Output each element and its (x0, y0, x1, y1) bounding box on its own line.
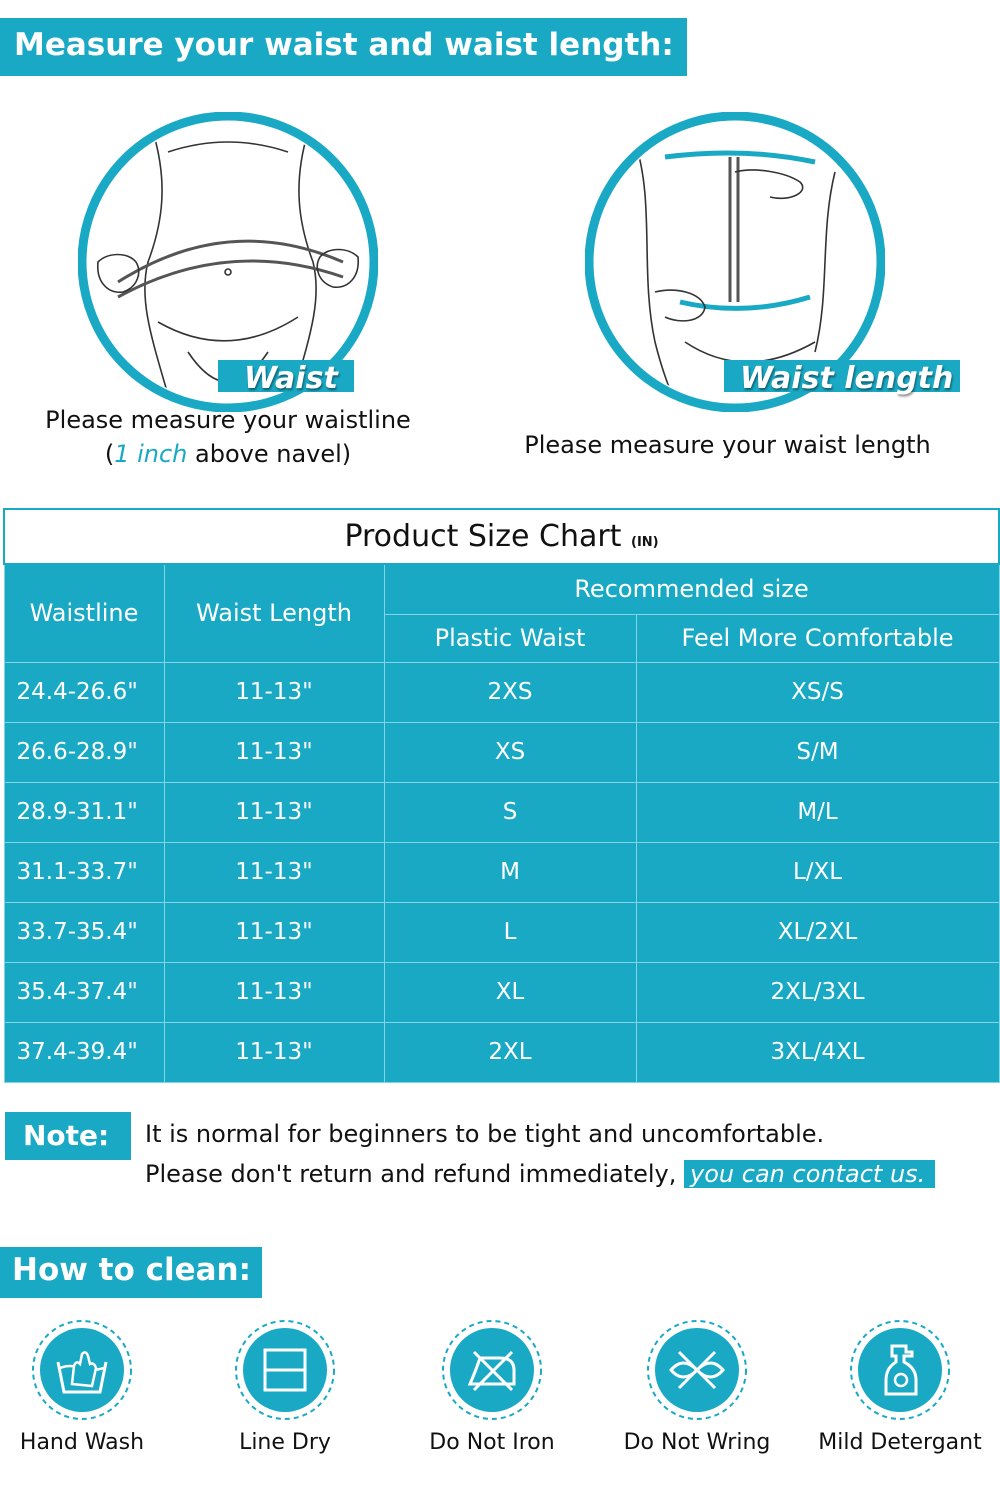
table-row (4, 902, 999, 962)
contact-us-link[interactable]: you can contact us. (684, 1160, 935, 1188)
table-row (4, 1022, 999, 1082)
cell-comfortable: 3XL/4XL (636, 1022, 999, 1082)
mild-detergent-icon (848, 1318, 952, 1422)
size-chart-table (3, 508, 1000, 1083)
cell-plastic-waist: XL (384, 962, 636, 1022)
note-line-2 (145, 1160, 935, 1188)
cell-waistline: 28.9-31.1" (4, 782, 164, 842)
cell-comfortable: S/M (636, 722, 999, 782)
waist-caption (18, 403, 438, 471)
table-row (4, 842, 999, 902)
line-dry-icon (233, 1318, 337, 1422)
care-line-dry (195, 1318, 375, 1455)
waist-caption-line1: Please measure your waistline (45, 406, 411, 434)
cell-waist-length: 11-13" (164, 1022, 384, 1082)
size-chart-unit: (IN) (631, 535, 659, 550)
note-label: Note: (5, 1112, 131, 1160)
cell-plastic-waist: S (384, 782, 636, 842)
waist-length-caption: Please measure your waist length (524, 431, 931, 459)
care-label-mild-detergent: Mild Detergant (818, 1430, 982, 1455)
cell-comfortable: M/L (636, 782, 999, 842)
table-row (4, 782, 999, 842)
hand-wash-icon (30, 1318, 134, 1422)
care-label-line-dry: Line Dry (239, 1430, 331, 1455)
note-line-2-text: Please don't return and refund immediately, (145, 1160, 677, 1188)
cell-waist-length: 11-13" (164, 662, 384, 722)
header-recommended-size: Recommended size (384, 564, 999, 614)
care-do-not-wring (607, 1318, 787, 1455)
care-label-do-not-wring: Do Not Wring (623, 1430, 771, 1455)
size-chart (3, 508, 998, 1083)
waist-length-tag: Waist length (724, 360, 960, 392)
note-line-1: It is normal for beginners to be tight and uncomfortable. (145, 1120, 825, 1148)
care-hand-wash (0, 1318, 172, 1455)
cell-waist-length: 11-13" (164, 722, 384, 782)
cell-comfortable: XS/S (636, 662, 999, 722)
size-chart-title-text: Product Size Chart (344, 519, 622, 554)
care-label-do-not-iron: Do Not Iron (429, 1430, 555, 1455)
cell-comfortable: XL/2XL (636, 902, 999, 962)
care-mild-detergent (810, 1318, 990, 1455)
cell-plastic-waist: 2XL (384, 1022, 636, 1082)
care-label-hand-wash: Hand Wash (19, 1430, 145, 1455)
cell-waistline: 37.4-39.4" (4, 1022, 164, 1082)
cell-waist-length: 11-13" (164, 902, 384, 962)
header-waist-length: Waist Length (164, 564, 384, 662)
waist-caption-line2 (18, 437, 438, 471)
header-plastic-waist: Plastic Waist (384, 614, 636, 662)
clean-banner: How to clean: (0, 1247, 262, 1298)
cell-plastic-waist: L (384, 902, 636, 962)
do-not-iron-icon (440, 1318, 544, 1422)
table-row (4, 662, 999, 722)
header-feel-more-comfortable: Feel More Comfortable (636, 614, 999, 662)
cell-plastic-waist: M (384, 842, 636, 902)
cell-waistline: 35.4-37.4" (4, 962, 164, 1022)
table-row (4, 722, 999, 782)
cell-waist-length: 11-13" (164, 782, 384, 842)
cell-comfortable: 2XL/3XL (636, 962, 999, 1022)
waist-caption-open-paren: ( (104, 440, 115, 468)
cell-waist-length: 11-13" (164, 962, 384, 1022)
cell-plastic-waist: XS (384, 722, 636, 782)
waist-caption-highlight: 1 inch (114, 440, 188, 468)
cell-waistline: 31.1-33.7" (4, 842, 164, 902)
size-chart-title (4, 509, 999, 564)
waist-caption-rest: above navel) (187, 440, 352, 468)
cell-waistline: 24.4-26.6" (4, 662, 164, 722)
header-waistline: Waistline (4, 564, 164, 662)
cell-waist-length: 11-13" (164, 842, 384, 902)
cell-comfortable: L/XL (636, 842, 999, 902)
measure-banner: Measure your waist and waist length: (0, 18, 687, 76)
cell-waistline: 26.6-28.9" (4, 722, 164, 782)
table-row (4, 962, 999, 1022)
cell-plastic-waist: 2XS (384, 662, 636, 722)
do-not-wring-icon (645, 1318, 749, 1422)
care-do-not-iron (402, 1318, 582, 1455)
cell-waistline: 33.7-35.4" (4, 902, 164, 962)
waist-tag: Waist (218, 360, 354, 392)
